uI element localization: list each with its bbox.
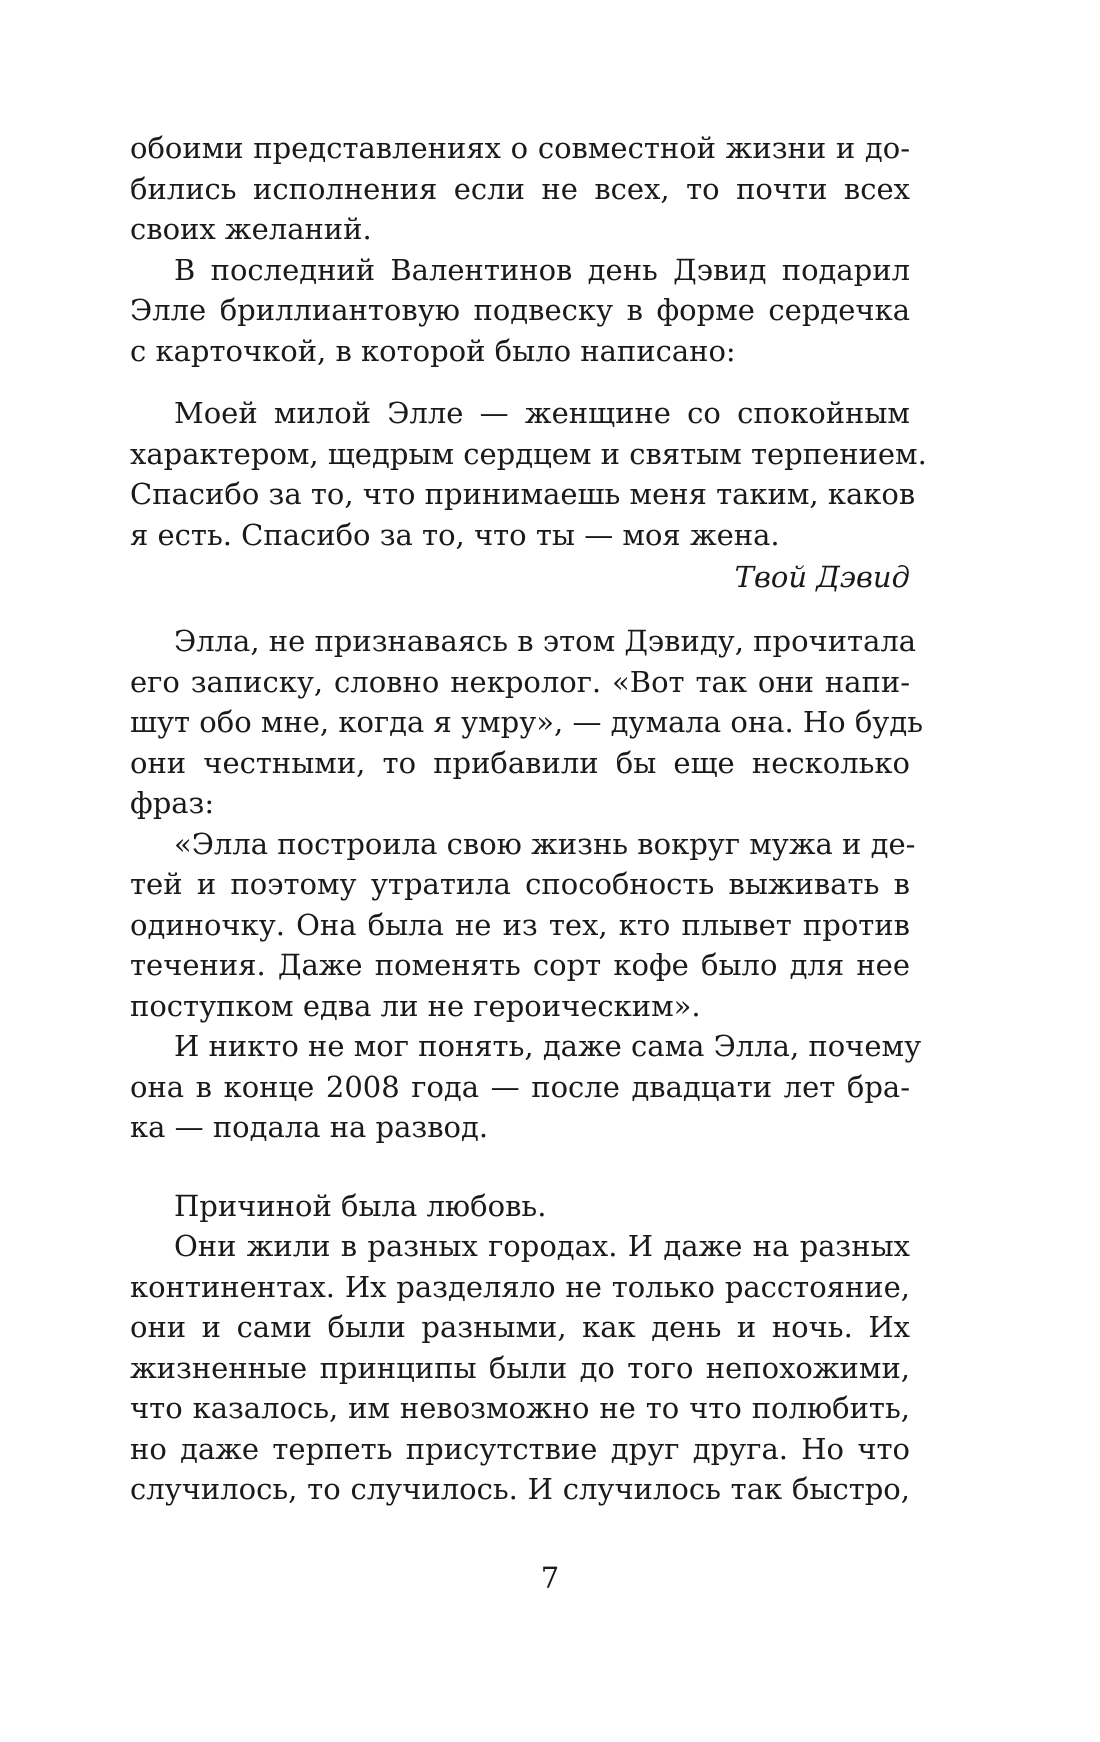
paragraph-reason — [130, 1186, 910, 1227]
text-line: Причиной была любовь. — [174, 1188, 547, 1223]
text-line: они и сами были разными, как день и ночь. Их — [130, 1310, 910, 1344]
text-line: с карточкой, в которой было написано: — [130, 333, 736, 368]
note-line: я есть. Спасибо за то, что ты — моя жена. — [130, 517, 780, 552]
note-line: Спасибо за то, что принимаешь меня таким, каков — [130, 477, 916, 511]
paragraph-obituary — [130, 621, 924, 824]
text-line: она в конце 2008 года — после двадцати лет бра- — [130, 1069, 910, 1104]
paragraph-valentine — [130, 250, 910, 372]
paragraph-quote — [130, 824, 916, 1027]
text-line: его записку, словно некролог. «Вот так они напи- — [130, 664, 910, 699]
note-card-text — [130, 393, 927, 599]
text-line: Они жили в разных городах. И даже на разных — [174, 1229, 910, 1263]
note-line: характером, щедрым сердцем и святым терпением. — [130, 436, 927, 471]
text-line: своих желаний. — [130, 212, 372, 246]
text-line: тей и поэтому утратила способность выживать в — [130, 867, 910, 901]
text-line: случилось, то случилось. И случилось так быстро, — [130, 1472, 910, 1506]
text-line: Элла, не признаваясь в этом Дэвиду, прочитала — [174, 624, 917, 658]
text-line: но даже терпеть присутствие друг друга. Но что — [130, 1431, 910, 1466]
text-line: Элле бриллиантовую подвеску в форме сердечка — [130, 293, 910, 327]
text-line: И никто не мог понять, даже сама Элла, почему — [174, 1029, 922, 1063]
text-line: В последний Валентинов день Дэвид подарил — [174, 252, 910, 287]
text-line: бились исполнения если не всех, то почти всех — [130, 171, 910, 206]
text-line: обоими представлениях о совместной жизни и до- — [130, 131, 910, 165]
text-line: поступком едва ли не героическим». — [130, 988, 701, 1023]
text-line: «Элла построила свою жизнь вокруг мужа и де- — [174, 826, 916, 861]
paragraph-different-worlds — [130, 1226, 910, 1510]
text-line: одиночку. Она была не из тех, кто плывет против — [130, 907, 910, 942]
page-number: 7 — [540, 1561, 560, 1595]
text-line: шут обо мне, когда я умру», — думала она. Но будь — [130, 705, 924, 739]
paragraph-continuation — [130, 128, 910, 250]
text-line: фраз: — [130, 786, 215, 820]
note-signature: Твой Дэвид — [734, 560, 910, 594]
text-line: они честными, то прибавили бы еще несколько — [130, 745, 910, 780]
text-line: течения. Даже поменять сорт кофе было для нее — [130, 948, 910, 982]
book-page-text — [130, 128, 927, 1510]
text-line: ка — подала на развод. — [130, 1110, 489, 1144]
paragraph-divorce — [130, 1026, 922, 1148]
text-line: что казалось, им невозможно не то что полюбить, — [130, 1391, 910, 1425]
text-line: жизненные принципы были до того непохожими, — [130, 1350, 910, 1385]
note-line: Моей милой Элле — женщине со спокойным — [174, 396, 910, 430]
text-line: континентах. Их разделяло не только расстояние, — [130, 1269, 910, 1304]
